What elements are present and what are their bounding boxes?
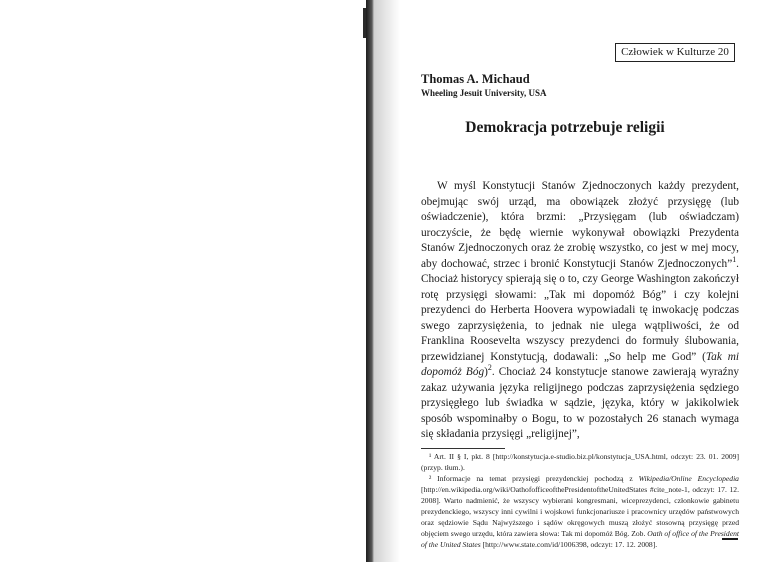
body-text: . Chociaż historycy spierają się o to, czy George Washington zakończył rotę przysięgi słowami: „Tak mi dopomóż Bóg” i czy kolejni prezydenci do Herberta Hoovera wypowiadali tę inwokację podczas swego zaprzysiężenia, to jednak nie ulega wątpliwości, że od Franklina Roosevelta wszyscy prezydenci do formuły ślubowania, przewidzianej Konstytucją, dodawali: „So help me God” ( <box>421 257 739 363</box>
body-paragraph <box>421 179 739 443</box>
footnote-1: ¹ Art. II § I, pkt. 8 [http://konstytucja.e-studio.biz.pl/konstytucja_USA.html, odczyt: 23. 01. 2009] (przyp. tłum.). <box>421 452 739 472</box>
footnotes <box>421 451 739 550</box>
footnote-divider <box>421 448 505 449</box>
body-text: . Chociaż 24 konstytucje stanowe zawierają wyraźny zakaz używania języka religijnego podczas zaprzysiężenia sędziego przysięgłego lub świadka w sądzie, języka, który w jakikolwiek sposób wspominałby o Bogu, to w pozostałych 26 stanach wymaga się składania przysięgi „religijnej”, <box>421 366 739 440</box>
author-name: Thomas A. Michaud <box>421 72 530 86</box>
body-italic: Tak mi dopomóż Bóg <box>421 350 740 378</box>
body-text: W myśl Konstytucji Stanów Zjednoczonych każdy prezydent, obejmując swój urząd, ma obowiązek złożyć przysięgę (lub oświadczenie), która brzmi: „Przysięgam (lub oświadczam) uroczyście, że będę wiernie wykonywał obowiązki Prezydenta Stanów Zjednoczonych oraz że zrobię wszystko, co jest w mej mocy, aby dochować, strzec i bronić Konstytucji Stanów Zjednoczonych” <box>421 180 739 270</box>
footnote-text: ² Informacje na temat przysięgi prezydenckiej pochodzą z <box>429 474 639 483</box>
footnote-italic: Oath of office of the President of the United States <box>421 529 739 549</box>
footnote-text: [http://www.state.com/id/1006398, odczyt: 17. 12. 2008]. <box>480 540 658 549</box>
footnote-ref-1: 1 <box>732 254 737 264</box>
running-header: Człowiek w Kulturze 20 <box>615 43 735 62</box>
article-body <box>421 179 739 443</box>
author-affiliation: Wheeling Jesuit University, USA <box>421 88 547 98</box>
gutter-shadow <box>374 0 400 562</box>
article-title: Demokracja potrzebuje religii <box>465 119 665 136</box>
corner-mark <box>722 538 738 540</box>
footnote-2 <box>421 473 739 550</box>
body-text: ) <box>484 366 488 378</box>
footnote-italic: Wikipedia/Online Encyclopedia <box>638 474 739 483</box>
page-edge-mark <box>363 8 366 38</box>
book-spine-shadow <box>366 0 374 562</box>
footnote-ref-2: 2 <box>487 363 492 373</box>
footnote-text: [http://en.wikipedia.org/wiki/OathofofficeofthePresidentoftheUnitedStates #cite_note-1, odczyt: 17. 12. 2008]. Warto nadmienić, że wszyscy wybierani kongresmani, wiceprezydenci, członkowie gabinetu prezydenckiego, wszyscy inni cywilni i wojskowi funkcjonariusze i pracownicy urzędów państwowych oraz sędziowie Sądu Najwyższego i sądów okręgowych muszą złożyć stosowną przysięgę przed objęciem swego urzędu, która zawiera słowa: Tak mi dopomóż Bóg. Zob. <box>421 485 739 538</box>
